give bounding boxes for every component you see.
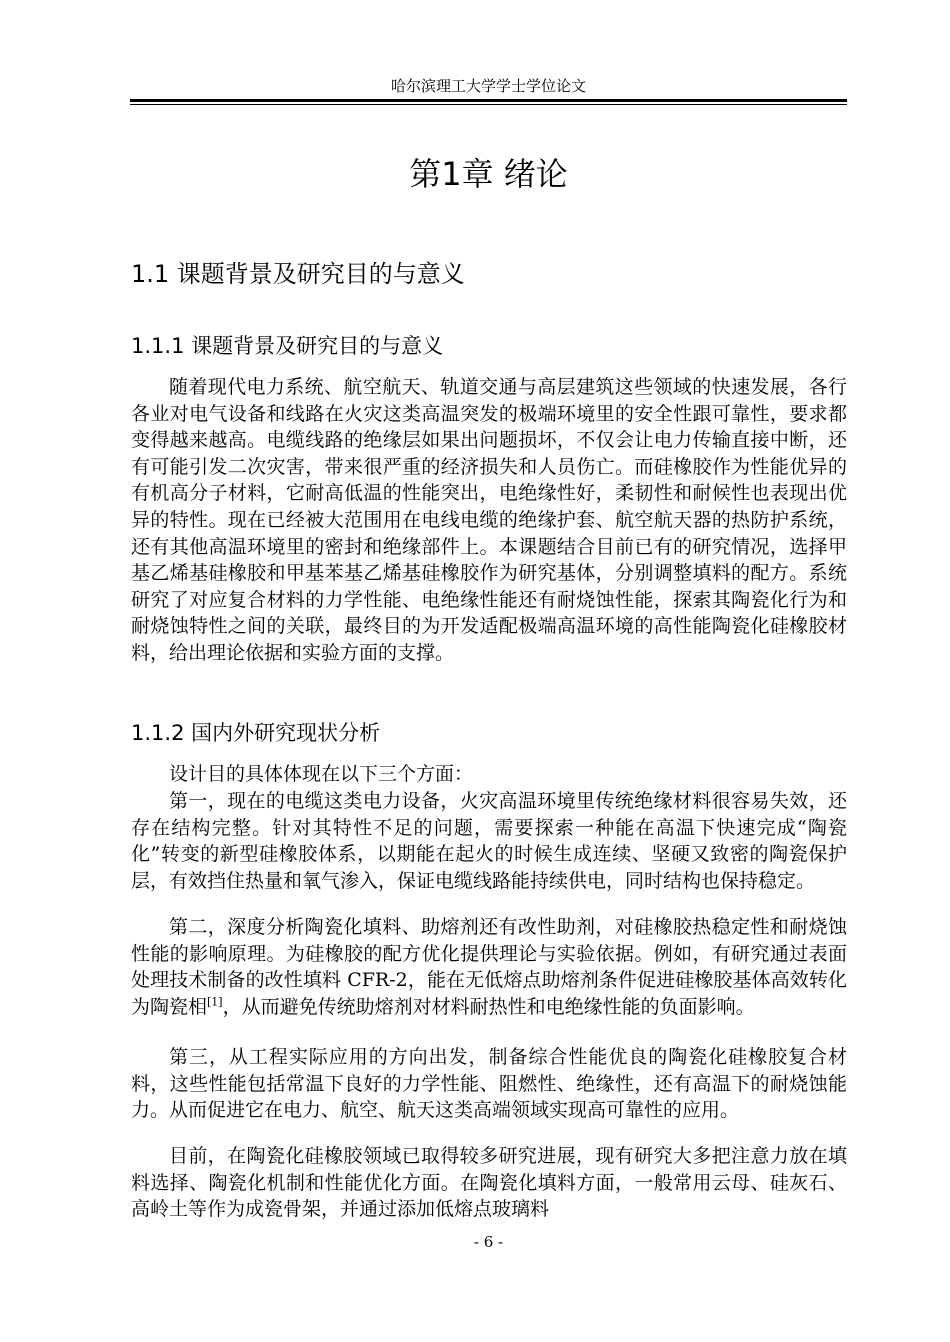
paragraph-goal-second <box>131 914 847 1020</box>
paragraph-research-status: 目前，在陶瓷化硅橡胶领域已取得较多研究进展，现有研究大多把注意力放在填料选择、陶瓷化机制和性能优化方面。在陶瓷化填料方面，一般常用云母、硅灰石、高岭土等作为成瓷骨架，并通过添加低熔点玻璃料 <box>131 1145 847 1221</box>
section-heading-1-1-1: 1.1.1 课题背景及研究目的与意义 <box>131 334 444 358</box>
chapter-title: 第1章 绪论 <box>409 155 568 193</box>
header-rule-thin <box>130 104 847 105</box>
section-heading-1-1: 1.1 课题背景及研究目的与意义 <box>131 260 465 288</box>
paragraph-design-goals-intro: 设计目的具体体现在以下三个方面： <box>169 763 474 785</box>
paragraph-goal-second-tail: ，从而避免传统助熔剂对材料耐热性和电绝缘性能的负面影响。 <box>222 995 755 1018</box>
section-heading-1-1-2: 1.1.2 国内外研究现状分析 <box>131 721 381 745</box>
page-number: - 6 - <box>473 1233 504 1251</box>
running-header: 哈尔滨理工大学学士学位论文 <box>390 77 586 95</box>
paragraph-background: 随着现代电力系统、航空航天、轨道交通与高层建筑这些领域的快速发展，各行各业对电气设备和线路在火灾这类高温突发的极端环境里的安全性跟可靠性，要求都变得越来越高。电缆线路的绝缘层如果出问题损坏，不仅会让电力传输直接中断，还有可能引发二次灾害，带来很严重的经济损失和人员伤亡。而硅橡胶作为性能优异的有机高分子材料，它耐高低温的性能突出，电绝缘性好，柔韧性和耐候性也表现出优异的特性。现在已经被大范围用在电线电缆的绝缘护套、航空航天器的热防护系统，还有其他高温环境里的密封和绝缘部件上。本课题结合目前已有的研究情况，选择甲基乙烯基硅橡胶和甲基苯基乙烯基硅橡胶作为研究基体，分别调整填料的配方。系统研究了对应复合材料的力学性能、电绝缘性能还有耐烧蚀性能，探索其陶瓷化行为和耐烧蚀特性之间的关联，最终目的为开发适配极端高温环境的高性能陶瓷化硅橡胶材料，给出理论依据和实验方面的支撑。 <box>131 376 847 664</box>
paragraph-goal-second-text: 第二，深度分析陶瓷化填料、助熔剂还有改性助剂，对硅橡胶热稳定性和耐烧蚀性能的影响原理。为硅橡胶的配方优化提供理论与实验依据。例如，有研究通过表面处理技术制备的改性填料 CFR-2，能在无低熔点助熔剂条件促进硅橡胶基体高效转化为陶瓷相 <box>131 916 847 1018</box>
paragraph-goal-first: 第一，现在的电缆这类电力设备，火灾高温环境里传统绝缘材料很容易失效，还存在结构完整。针对其特性不足的问题，需要探索一种能在高温下快速完成“陶瓷化”转变的新型硅橡胶体系，以期能在起火的时候生成连续、坚硬又致密的陶瓷保护层，有效挡住热量和氧气渗入，保证电缆线路能持续供电，同时结构也保持稳定。 <box>131 790 847 892</box>
header-rule-thick <box>130 99 847 102</box>
citation-ref: [1] <box>207 995 223 1009</box>
paragraph-goal-third: 第三，从工程实际应用的方向出发，制备综合性能优良的陶瓷化硅橡胶复合材料，这些性能包括常温下良好的力学性能、阻燃性、绝缘性，还有高温下的耐烧蚀能力。从而促进它在电力、航空、航天这类高端领域实现高可靠性的应用。 <box>131 1046 847 1122</box>
